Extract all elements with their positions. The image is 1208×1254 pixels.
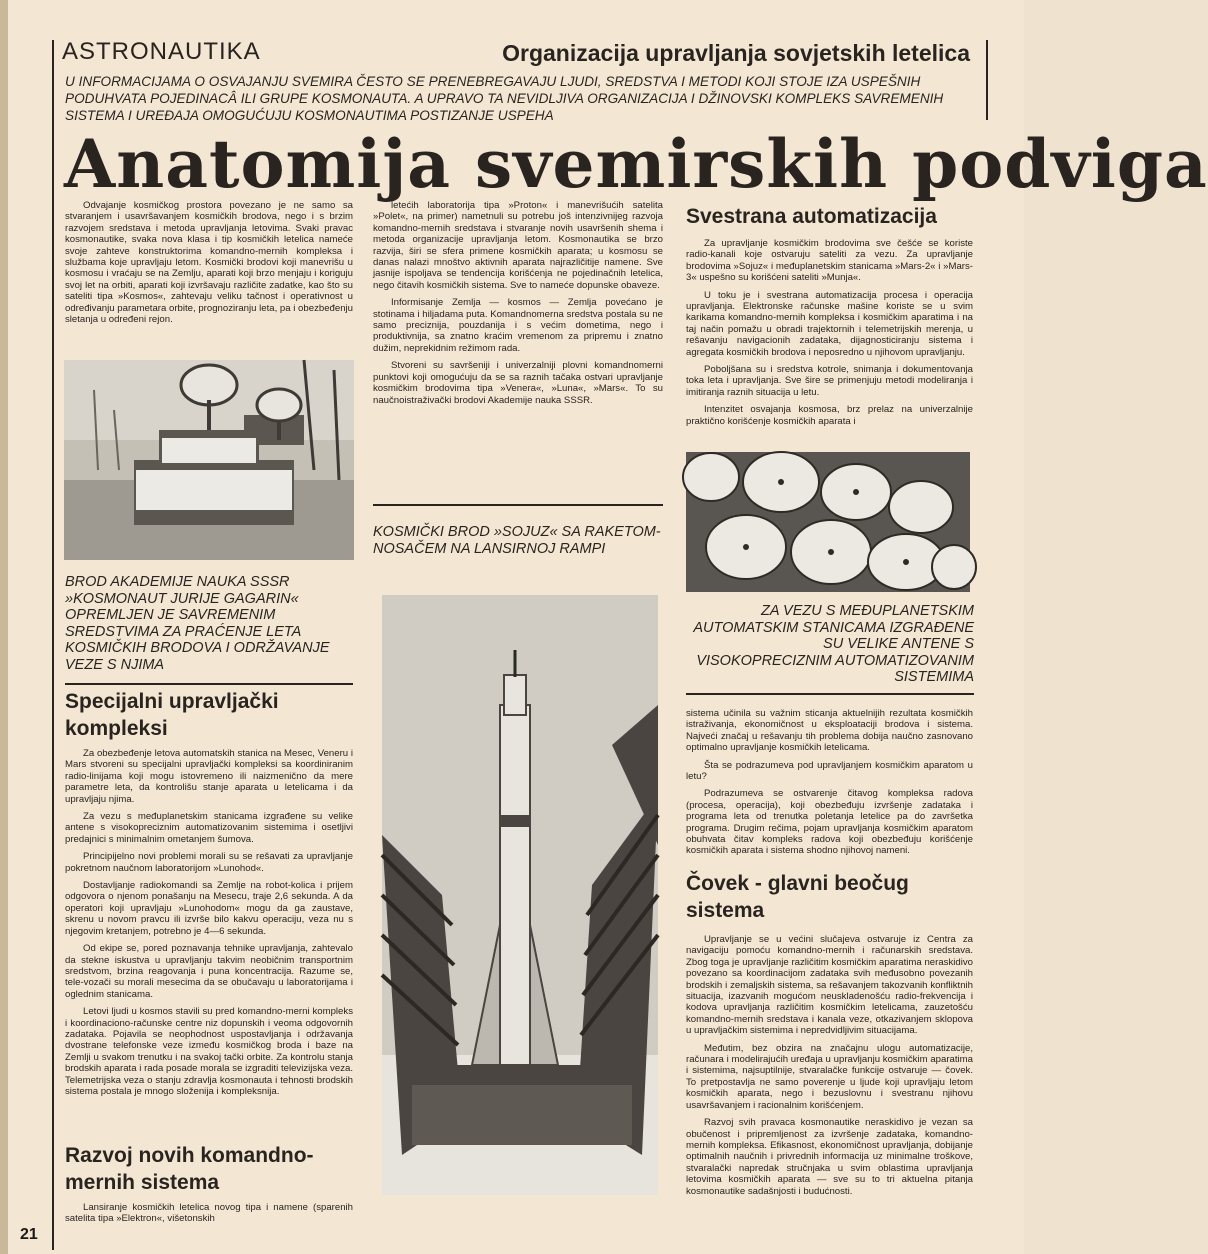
col1-p1: Za obezbeđenje letova automatskih stanica na Mesec, Veneru i Mars stvoreni su specijalni upravljački kompleksi sa koordiniranim radio-linijama koji mogu istovremeno ili naizmenično da mere parametre leta, da kontrolišu stanje aparata u letelicama i da upravljaju njima. xyxy=(65,748,353,805)
col3-body-top xyxy=(686,238,973,433)
col3-subhead-2: Čovek - glavni beočug sistema xyxy=(686,872,909,922)
col3-p1: Za upravljanje kosmičkim brodovima sve češće se koriste radio-kanali koje ostvaruju sateliti za vezu. Za upravljanje brodovima »Sojuz« i međuplanetskim stanicama »Mars-2« i »Mars-3« uspešno su korišćeni sateliti »Munja«. xyxy=(686,238,973,284)
col3-p2: U toku je i svestrana automatizacija procesa i operacija upravljanja. Elektronske računske mašine koriste se u svim karikama komandno-mernih kompleksa i kosmičkim aparatima i na taj način pomažu u obradi trajektornih i telemetrijskih merenja, u rešavanju navigacionih zadataka, dijagnosticiranju sistema i agregata kosmičkih brodova i neposredno u njihovom upravljanju. xyxy=(686,289,973,358)
antenna-photo xyxy=(686,452,970,592)
col3-body-mid xyxy=(686,708,973,863)
lede-paragraph: U INFORMACIJAMA O OSVAJANJU SVEMIRA ČESTO SE PRENEBREGAVAJU LJUDI, SREDSTVA I METODI KOJI STOJE IZA USPEŠNIH PODUHVATA POJEDINACÂ ILI GRUPE KOSMONAUTA. A UPRAVO TA NEVIDLJIVA ORGANIZACIJA I DŽINOVSKI KOMPLEKS SAVREMENIH SISTEMA I UREĐAJA OMOGUĆUJU KOSMONAUTIMA POSTIZANJE USPEHA xyxy=(65,74,944,123)
page-spine xyxy=(0,0,8,1254)
rocket-photo-caption: KOSMIČKI BROD »SOJUZ« SA RAKETOM-NOSAČEM NA LANSIRNOJ RAMPI xyxy=(373,524,661,557)
col3-p3: Poboljšana su i sredstva kotrole, snimanja i dokumentovanja toka leta i upravljanja. Sve šire se primenjuju metodi modeliranja i imitiranja raznih situacija u letu. xyxy=(686,364,973,398)
antenna-photo-svg xyxy=(686,452,970,592)
col3-divider xyxy=(686,693,974,695)
col3-p9: Međutim, bez obzira na značajnu ulogu automatizacije, računara i modelirajućih uređaja u upravljanju kosmičkim aparatima i sistemima, najsuptilnije, stvaralačke funkcije ostvaruje — čovek. To pretpostavlja ne samo poverenje u ljude koji upravljaju letom kosmičkih aparata, nego i bezuslovnu i svestranu njihovu usavršavanjem i racionalnim korišćenjem. xyxy=(686,1042,973,1111)
col3-p10: Razvoj svih pravaca kosmonautike neraskidivo je vezan sa obučenost i pripremljenost za izvršenje zadataka, komandno-mernih kompleksa. Efikasnost, ekonomičnost upravljanja, dobijanje optimalnih naučnih i privrednih informacija uz minimalne troškove, stvaralački napredak stručnjaka u svim oblastima upravljanja letovima kosmičkih aparata — sve su to tri aktuelna pitanja kosmonautike sadašnjosti i budućnosti. xyxy=(686,1117,973,1197)
col3-body-bottom xyxy=(686,934,973,1203)
header-title: Organizacija upravljanja sovjetskih letelica xyxy=(502,40,970,66)
col3-p5: sistema učinila su važnim sticanja aktuelnijih rezultata kosmičkih istraživanja, ekonomičnost u eksploataciji brodova i sistema. Najveći značaj u rešavanju tih problema dobija naučno zasnovano optimalno upravljanje kosmičkih letelicama. xyxy=(686,708,973,754)
page-number: 21 xyxy=(20,1226,38,1243)
col2-body xyxy=(373,200,663,412)
col3-p6: Šta se podrazumeva pod upravljanjem kosmičkim aparatom u letu? xyxy=(686,759,973,783)
col1-p4: Dostavljanje radiokomandi sa Zemlje na robot-kolica i prijem odgovora o njenom ponašanju na Mesecu, traje 2,6 sekunda. A da operatori koji upravljaju »Lunohodom« mogu da ga zaustave, skrenu u novom pravcu ili izvrše bilo kakvu operaciju, veza nu s njegovim kretanjem, potrebno je 4—6 sekunda. xyxy=(65,880,353,937)
col3-subhead-1: Svestrana automatizacija xyxy=(686,205,937,228)
ship-photo xyxy=(64,360,354,560)
col1-intro-text: Odvajanje kosmičkog prostora povezano je ne samo sa stvaranjem i usavršavanjem kosmičkih brodova, nego i s brzim razvojem sredstava i metoda upravljanja letovima. Svaki pravac kosmonautike, svaka nova klasa i tip kosmičkih letelica nameće svoje zahteve konstruktorima komandno-mernih kompleksa i službama koje upravljaju letom. Kosmički brodovi koji manevrišu u kosmosu i vraćaju se na Zemlju, aparati koji brzo menjaju i koriguju svoj let na orbiti, aparati koji izvršavaju različite zadatke, kao što su sateliti tipa »Kosmos«, zahtevaju veliku tačnost i operativnost u određivanju parametara orbite, prognoziranju leta, pa i obezbeđenju sletanja u određeni rejon. xyxy=(65,200,354,326)
col2-p2: Informisanje Zemlja — kosmos — Zemlja povećano je stotinama i hiljadama puta. Komandnomerna sredstva postala su ne samo preciznija, pouzdanija i s većim dometima, nego i produktivnija, sa znatno kraćim vremenom za pripremu i znatno dužim, neprekidnim režimom rada. xyxy=(373,297,663,354)
right-frame-rule xyxy=(986,40,988,120)
col1-subhead-1: Specijalni upravljački kompleksi xyxy=(65,690,279,740)
col1-p2: Za vezu s međuplanetskim stanicama izgrađene su velike antene s visokopreciznim automatizovanim sistemima i osetljivi predajnici s minimalnim ometanjem šumova. xyxy=(65,811,353,845)
section-label: ASTRONAUTIKA xyxy=(62,38,261,65)
ship-photo-svg xyxy=(64,360,354,560)
col1-p7: Lansiranje kosmičkih letelica novog tipa i namene (sparenih satelita tipa »Elektron«, višetonskih xyxy=(65,1202,353,1225)
col2-p3: Stvoreni su savršeniji i univerzalniji plovni komandnomerni punktovi koji omogućuju da se sa raznih tačaka ostvari upravljanje kosmičkim brodovima tipa »Venera«, »Luna«, »Mars«. To su naučnoistraživački brodovi Akademije nauka SSSR. xyxy=(373,360,663,406)
headline: Anatomija svemirskih podviga xyxy=(64,125,1208,203)
ship-photo-caption: BROD AKADEMIJE NAUKA SSSR »KOSMONAUT JURIJE GAGARIN« OPREMLJEN JE SAVREMENIM SREDSTVIMA ZA PRAĆENJE LETA KOSMIČKIH BRODOVA I ODRŽAVANJE VEZE S NJIMA xyxy=(65,574,330,673)
col1-intro xyxy=(65,200,353,331)
left-frame-rule xyxy=(52,40,54,1250)
col1-p5: Od ekipe se, pored poznavanja tehnike upravljanja, zahtevalo da stekne iskustva u upravljanju takvim neobičnim transportnim sredstvom, brzina reagovanja i puna koncentracija. Razume se, tele-vozači su morali mesecima da se obučavaju u laboratorijama i oglednim stanicama. xyxy=(65,943,353,1000)
col1-tail xyxy=(65,1202,353,1231)
col1-p3: Principijelno novi problemi morali su se rešavati za upravljanje pokretnom naučnom laboratorijom »Lunohod«. xyxy=(65,851,353,874)
col1-body xyxy=(65,748,353,1103)
col2-p1: letećih laboratorija tipa »Proton« i manevrišućih satelita »Polet«, na primer) nametnuli su potrebu još intenzivnijeg razvoja komandno-mernih sredstava i stvaranje novih usavršenih shema i metoda organizacije upravljanja letom. Kosmonautika se brzo razvija, širi se sfera primene kosmičkih aparata; u kosmosu se danas nalazi mnoštvo aktivnih aparata najrazličitije namene. Sve jasnije ispoljava se tendencija korišćenja ne pojedinačnih letelica, nego čitavih kosmičkih sistema. Sve to nameće dopunske obaveze. xyxy=(373,200,663,291)
col3-p7: Podrazumeva se ostvarenje čitavog kompleksa radova (procesa, operacija), koji obezbeđuju izvršenje zadataka i programa leta od trenutka poletanja letelice pa do završetka programa. Drugim rečima, pojam upravljanja kosmičkim aparatom obuhvata čitav kompleks radova koji obezbeđuju korišćenje kosmičkih aparata i sistema shodno njihovoj nameni. xyxy=(686,788,973,857)
col1-subhead-2: Razvoj novih komandno-mernih sistema xyxy=(65,1144,314,1194)
col1-divider xyxy=(65,683,353,685)
col2-divider xyxy=(373,504,663,506)
col3-p4: Intenzitet osvajanja kosmosa, brz prelaz na univerzalnije praktično korišćenje kosmičkih aparata i xyxy=(686,404,973,427)
rocket-photo-svg xyxy=(382,595,658,1195)
antenna-photo-caption: ZA VEZU S MEĐUPLANETSKIM AUTOMATSKIM STANICAMA IZGRAĐENE SU VELIKE ANTENE S VISOKOPRECIZNIM AUTOMATIZOVANIM SISTEMIMA xyxy=(693,603,974,685)
col1-p6: Letovi ljudi u kosmos stavili su pred komandno-merni kompleks i koordinaciono-računske centre niz dopunskih i veoma odgovornih zadataka. Pojavila se neophodnost uspostavljanja i održavanja dvostrane telefonske veze između kosmičkog broda i baze na Zemlji u svakom trenutku i na svakoj tački orbite. Za kontrolu stanja brodskih aparata i rada posade morala se izgraditi televizijska veza. Telemetrijska veza o stanju zdravlja kosmonauta i tehnosti brodskih sistema postala je mnogo složenija i kompleksnija. xyxy=(65,1006,353,1097)
rocket-photo xyxy=(382,595,658,1195)
col3-p8: Upravljanje se u većini slučajeva ostvaruje iz Centra za navigaciju pomoću komandno-mernih i računarskih sredstava. Zbog toga je upravljanje različitim kosmičkim aparatima neraskidivo povezano sa koordinacijom zadataka svih međusobno povezanih brodskih i zemaljskih sistema, sa rešavanjem takozvanih konfliktnih situacija, izazvanih mogućom neuskladenošću radio-frekvencija i kodova upravljanja različitim kosmičkim letelicama, zauzetošću komandno-mernih sredstava i kanala veze, otkazivanjem sklopova u upravljačkim sistemima i nepredvidljivim situacijama. xyxy=(686,934,973,1037)
